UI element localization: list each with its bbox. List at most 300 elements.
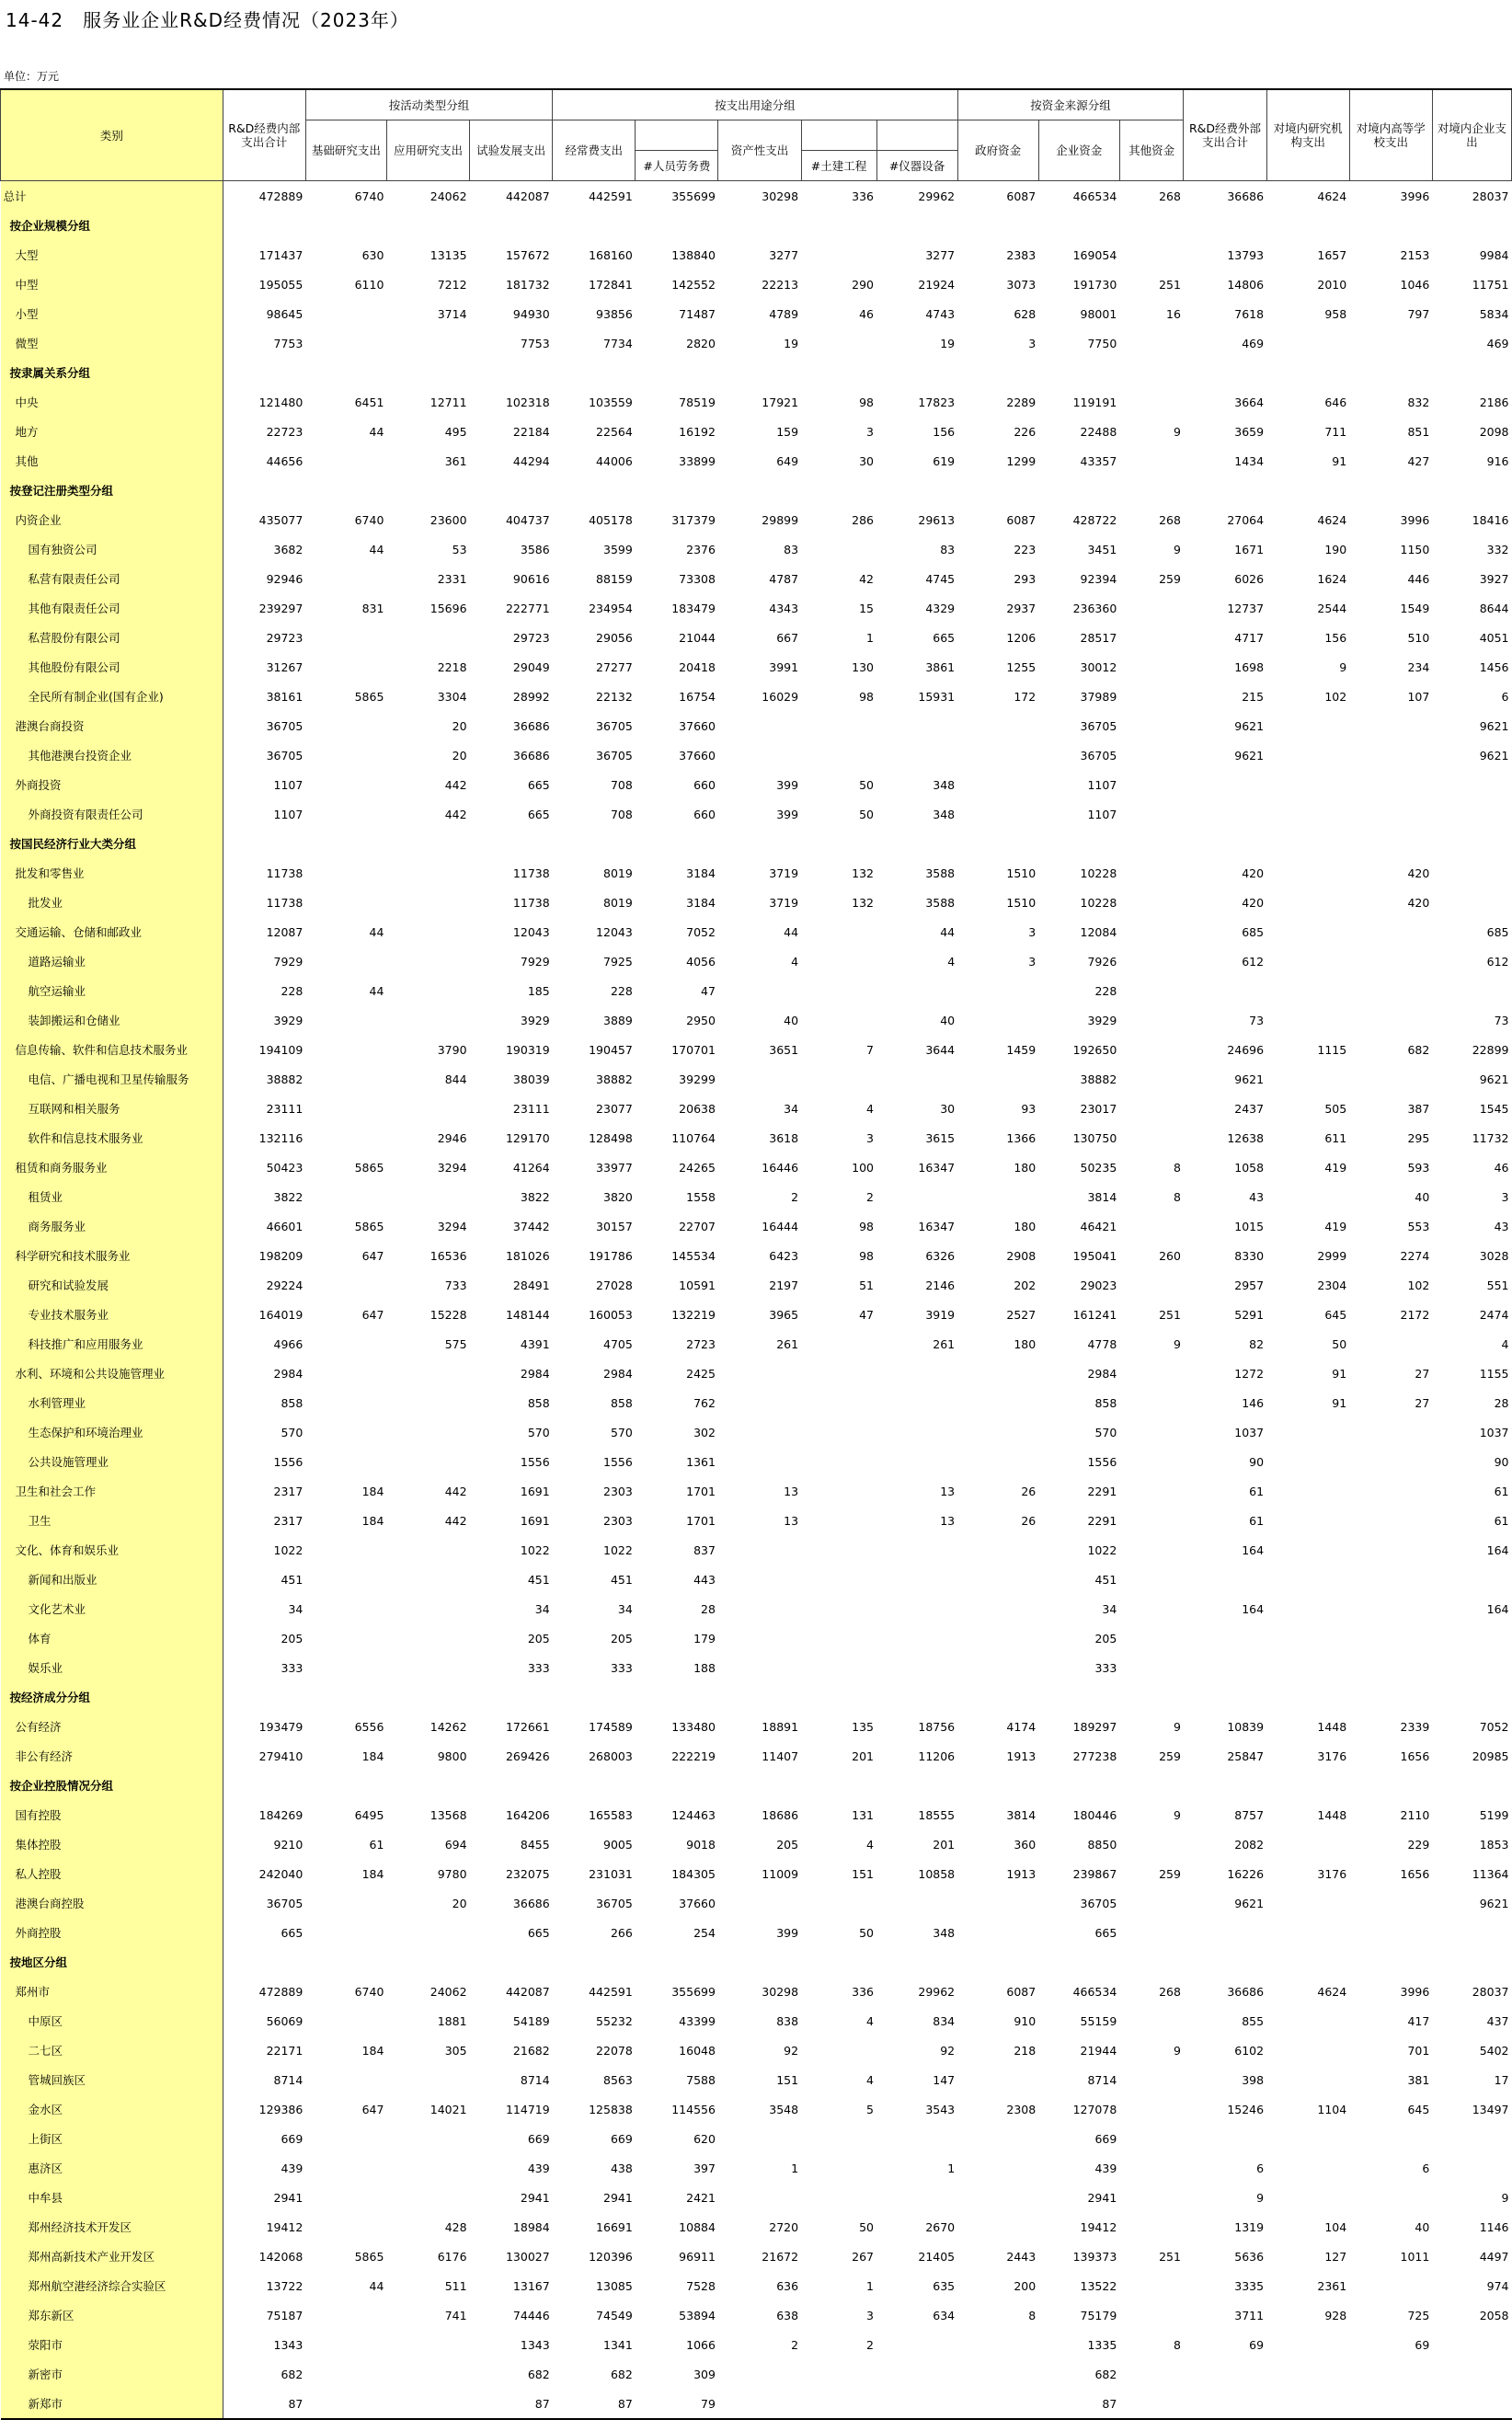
table-cell xyxy=(1432,829,1511,858)
table-cell: 7588 xyxy=(686,2072,716,2087)
row-label: 商务服务业 xyxy=(1,1211,223,1241)
row-label: 科学研究和技术服务业 xyxy=(1,1241,223,1270)
table-cell: 3889 xyxy=(603,1013,633,1027)
table-cell: 1691 xyxy=(520,1513,550,1528)
table-cell xyxy=(801,2389,876,2419)
table-row xyxy=(1,770,1512,799)
table-cell xyxy=(1119,1565,1184,1594)
table-cell: 156 xyxy=(1324,630,1347,645)
row-label: 水利管理业 xyxy=(1,1388,223,1417)
table-cell: 3659 xyxy=(1234,424,1265,439)
table-cell: 858 xyxy=(1094,1395,1117,1410)
row-label: 按隶属关系分组 xyxy=(1,358,223,387)
table-cell: 110764 xyxy=(671,1130,716,1145)
table-cell: 73308 xyxy=(679,571,716,586)
table-cell: 665 xyxy=(933,630,956,645)
row-label: 外商控股 xyxy=(1,1918,223,1947)
table-cell: 29962 xyxy=(918,1984,956,1999)
table-cell xyxy=(957,2183,1038,2212)
table-cell: 437 xyxy=(1486,2013,1509,2028)
table-cell xyxy=(1349,2271,1432,2300)
table-cell: 4717 xyxy=(1234,630,1265,645)
table-cell: 12043 xyxy=(512,924,550,939)
header-group-usage: 按支出用途分组 xyxy=(553,89,957,120)
table-cell xyxy=(957,1535,1038,1565)
table-row xyxy=(1,2183,1512,2212)
table-cell: 16347 xyxy=(918,1160,956,1175)
table-cell xyxy=(1184,2124,1266,2153)
table-cell: 6495 xyxy=(354,1807,384,1822)
table-cell xyxy=(305,623,386,652)
table-cell: 2437 xyxy=(1234,1101,1265,1116)
table-cell: 11732 xyxy=(1472,1130,1509,1145)
table-cell: 6451 xyxy=(354,395,384,409)
table-cell: 762 xyxy=(693,1395,716,1410)
table-cell xyxy=(718,1535,801,1565)
table-cell xyxy=(1119,2271,1184,2300)
table-row xyxy=(1,946,1512,976)
table-cell: 3991 xyxy=(769,659,799,674)
row-label: 按登记注册类型分组 xyxy=(1,476,223,505)
table-cell xyxy=(1119,1064,1184,1094)
table-cell xyxy=(1184,358,1266,387)
table-cell: 336 xyxy=(852,1984,874,1999)
table-cell: 44 xyxy=(940,924,956,939)
table-cell xyxy=(1266,1182,1349,1211)
table-row xyxy=(1,623,1512,652)
table-cell: 34 xyxy=(288,1601,304,1616)
row-label: 租赁业 xyxy=(1,1182,223,1211)
table-cell: 3618 xyxy=(769,1130,799,1145)
table-cell: 3588 xyxy=(925,866,956,880)
header-basic: 基础研究支出 xyxy=(305,120,386,181)
row-label: 私营有限责任公司 xyxy=(1,564,223,593)
table-row xyxy=(1,2212,1512,2242)
table-cell: 635 xyxy=(933,2278,956,2293)
table-cell xyxy=(386,476,469,505)
table-cell: 121480 xyxy=(258,395,304,409)
table-cell xyxy=(305,1623,386,1653)
table-cell: 7528 xyxy=(686,2278,716,2293)
table-row xyxy=(1,2124,1512,2153)
table-cell xyxy=(305,299,386,328)
table-cell: 261 xyxy=(933,1336,956,1351)
table-cell xyxy=(1119,682,1184,711)
table-cell: 2082 xyxy=(1234,1837,1265,1852)
table-cell xyxy=(305,1388,386,1417)
table-cell: 399 xyxy=(776,777,799,792)
table-row xyxy=(1,1829,1512,1859)
table-cell: 11206 xyxy=(918,1749,956,1763)
row-label: 非公有经济 xyxy=(1,1741,223,1771)
table-cell: 2291 xyxy=(1087,1484,1117,1498)
table-cell: 7052 xyxy=(686,924,716,939)
table-cell: 268003 xyxy=(589,1749,633,1763)
table-cell xyxy=(801,1653,876,1682)
table-cell xyxy=(1266,2389,1349,2419)
table-cell: 205 xyxy=(527,1631,550,1646)
table-cell: 6740 xyxy=(354,189,384,203)
table-cell xyxy=(957,1182,1038,1211)
table-cell xyxy=(1432,2359,1511,2389)
table-cell: 131 xyxy=(852,1807,874,1822)
table-cell: 20 xyxy=(452,748,467,763)
table-cell: 38161 xyxy=(266,689,304,704)
table-cell: 90616 xyxy=(512,571,550,586)
table-cell: 159 xyxy=(776,424,799,439)
table-cell: 20418 xyxy=(679,659,716,674)
table-cell: 78519 xyxy=(679,395,716,409)
table-cell: 94930 xyxy=(512,306,550,321)
table-cell xyxy=(801,1417,876,1447)
table-row xyxy=(1,858,1512,888)
table-cell xyxy=(386,1947,469,1977)
table-cell: 23077 xyxy=(596,1101,633,1116)
table-cell: 12087 xyxy=(266,924,304,939)
table-cell xyxy=(1349,358,1432,387)
table-cell: 858 xyxy=(610,1395,633,1410)
table-cell: 442 xyxy=(444,777,467,792)
row-label: 其他港澳台投资企业 xyxy=(1,740,223,770)
table-cell xyxy=(1432,1918,1511,1947)
table-cell: 831 xyxy=(361,601,384,615)
table-row xyxy=(1,1977,1512,2006)
row-label: 其他股份有限公司 xyxy=(1,652,223,682)
table-cell xyxy=(801,946,876,976)
table-cell: 309 xyxy=(693,2367,716,2381)
table-cell: 184 xyxy=(361,1484,384,1498)
table-cell xyxy=(1119,1035,1184,1064)
table-cell: 3919 xyxy=(925,1307,956,1322)
table-cell: 3719 xyxy=(769,866,799,880)
table-cell: 28 xyxy=(1494,1395,1509,1410)
table-cell: 910 xyxy=(1014,2013,1037,2028)
table-cell xyxy=(801,1947,876,1977)
table-cell: 34 xyxy=(784,1101,799,1116)
table-cell: 4743 xyxy=(925,306,956,321)
table-cell xyxy=(553,1947,636,1977)
row-label: 郑州航空港经济综合实验区 xyxy=(1,2271,223,2300)
table-row xyxy=(1,1035,1512,1064)
table-cell: 20 xyxy=(452,718,467,733)
row-label: 按企业规模分组 xyxy=(1,211,223,240)
table-row xyxy=(1,1800,1512,1829)
table-cell: 30157 xyxy=(596,1219,633,1233)
table-cell: 29723 xyxy=(266,630,304,645)
table-cell: 16048 xyxy=(679,2043,716,2058)
table-cell: 3929 xyxy=(1087,1013,1117,1027)
table-cell xyxy=(1266,1535,1349,1565)
table-cell: 37660 xyxy=(679,718,716,733)
table-cell: 268 xyxy=(1159,189,1181,203)
table-cell: 18555 xyxy=(918,1807,956,1822)
table-row xyxy=(1,211,1512,240)
table-cell: 74446 xyxy=(512,2308,550,2322)
row-label: 国有独资公司 xyxy=(1,534,223,564)
table-cell xyxy=(305,1653,386,1682)
table-cell xyxy=(305,946,386,976)
table-cell: 438 xyxy=(610,2161,633,2175)
table-cell: 1 xyxy=(866,2278,874,2293)
table-cell: 30298 xyxy=(762,1984,799,1999)
table-cell: 22488 xyxy=(1080,424,1117,439)
table-cell xyxy=(1266,2035,1349,2065)
table-cell: 19 xyxy=(940,336,956,350)
table-cell xyxy=(801,711,876,740)
table-cell xyxy=(801,1064,876,1094)
table-cell: 37660 xyxy=(679,1896,716,1910)
table-cell xyxy=(636,829,718,858)
table-cell xyxy=(876,2183,957,2212)
table-cell: 8 xyxy=(1174,1189,1181,1204)
header-construction: #土建工程 xyxy=(801,151,876,181)
table-cell xyxy=(636,358,718,387)
table-cell xyxy=(1266,211,1349,240)
table-cell: 6740 xyxy=(354,1984,384,1999)
table-row xyxy=(1,1947,1512,1977)
table-cell: 3294 xyxy=(437,1219,467,1233)
table-cell: 22707 xyxy=(679,1219,716,1233)
row-label: 其他有限责任公司 xyxy=(1,593,223,623)
table-cell: 8714 xyxy=(1087,2072,1117,2087)
table-cell: 16226 xyxy=(1227,1866,1265,1881)
table-cell: 205 xyxy=(281,1631,304,1646)
table-cell xyxy=(1184,1771,1266,1800)
table-cell xyxy=(305,2212,386,2242)
table-cell xyxy=(386,888,469,917)
table-cell xyxy=(1432,799,1511,829)
table-cell: 682 xyxy=(281,2367,304,2381)
table-cell: 15 xyxy=(859,601,874,615)
table-row xyxy=(1,829,1512,858)
table-cell: 1701 xyxy=(686,1484,716,1498)
table-cell: 180 xyxy=(1014,1336,1037,1351)
table-cell xyxy=(718,740,801,770)
table-cell: 20985 xyxy=(1472,1749,1509,1763)
table-cell: 4966 xyxy=(273,1336,304,1351)
table-cell xyxy=(718,1947,801,1977)
table-cell: 1510 xyxy=(1006,866,1037,880)
table-cell: 55232 xyxy=(596,2013,633,2028)
table-cell: 3335 xyxy=(1234,2278,1265,2293)
table-cell xyxy=(1119,1947,1184,1977)
table-cell: 13135 xyxy=(430,247,467,262)
table-cell: 1107 xyxy=(273,807,304,821)
table-cell xyxy=(386,358,469,387)
table-cell xyxy=(1119,623,1184,652)
table-cell: 231031 xyxy=(589,1866,633,1881)
table-cell: 2425 xyxy=(686,1366,716,1381)
table-cell: 3184 xyxy=(686,895,716,910)
table-cell: 510 xyxy=(1407,630,1430,645)
table-cell: 90 xyxy=(1494,1454,1509,1469)
table-cell: 36686 xyxy=(1227,1984,1265,1999)
table-cell: 505 xyxy=(1324,1101,1347,1116)
table-row xyxy=(1,2242,1512,2271)
table-cell xyxy=(718,2124,801,2153)
table-cell: 7 xyxy=(866,1042,874,1057)
table-cell: 442 xyxy=(444,1484,467,1498)
table-cell: 29723 xyxy=(512,630,550,645)
table-cell: 21682 xyxy=(512,2043,550,2058)
table-cell: 22564 xyxy=(596,424,633,439)
table-cell: 91 xyxy=(1332,1366,1347,1381)
table-row xyxy=(1,888,1512,917)
table-cell xyxy=(1266,946,1349,976)
table-cell xyxy=(223,829,305,858)
table-cell: 185 xyxy=(527,983,550,998)
table-cell: 251 xyxy=(1159,2249,1181,2264)
table-cell xyxy=(305,2389,386,2419)
table-cell xyxy=(1119,2006,1184,2035)
table-cell xyxy=(305,1771,386,1800)
table-cell: 40 xyxy=(940,1013,956,1027)
table-cell xyxy=(1119,799,1184,829)
table-cell xyxy=(1432,1947,1511,1977)
table-cell: 36705 xyxy=(596,718,633,733)
table-cell xyxy=(1119,476,1184,505)
table-cell: 83 xyxy=(940,542,956,556)
table-cell xyxy=(1349,1594,1432,1623)
table-cell: 399 xyxy=(776,1925,799,1940)
row-label: 郑东新区 xyxy=(1,2300,223,2330)
table-cell xyxy=(386,1417,469,1447)
table-cell: 1913 xyxy=(1006,1866,1037,1881)
table-row xyxy=(1,652,1512,682)
table-cell: 1037 xyxy=(1479,1425,1509,1439)
table-cell: 107 xyxy=(1407,689,1430,704)
table-cell xyxy=(305,711,386,740)
table-cell xyxy=(1266,1565,1349,1594)
table-cell xyxy=(305,1682,386,1712)
table-cell: 1657 xyxy=(1317,247,1347,262)
row-label: 港澳台商投资 xyxy=(1,711,223,740)
row-label: 大型 xyxy=(1,240,223,269)
table-cell: 7212 xyxy=(437,277,467,292)
table-cell: 1701 xyxy=(686,1513,716,1528)
table-cell: 36705 xyxy=(596,1896,633,1910)
table-cell: 234 xyxy=(1407,659,1430,674)
table-cell: 3 xyxy=(1028,924,1037,939)
table-cell xyxy=(1349,2389,1432,2419)
table-cell xyxy=(1119,711,1184,740)
table-cell: 2153 xyxy=(1400,247,1430,262)
table-cell: 132116 xyxy=(258,1130,304,1145)
table-cell: 1343 xyxy=(273,2337,304,2352)
table-cell: 232075 xyxy=(505,1866,550,1881)
table-cell: 361 xyxy=(444,453,467,468)
table-cell: 3 xyxy=(1501,1189,1509,1204)
table-cell xyxy=(1184,2389,1266,2419)
table-cell xyxy=(305,652,386,682)
table-cell: 205 xyxy=(1094,1631,1117,1646)
table-cell: 1037 xyxy=(1234,1425,1265,1439)
table-cell: 29962 xyxy=(918,189,956,203)
table-row xyxy=(1,976,1512,1005)
table-cell xyxy=(1119,829,1184,858)
table-cell xyxy=(801,2183,876,2212)
table-cell xyxy=(801,1771,876,1800)
table-cell xyxy=(386,976,469,1005)
table-cell: 3929 xyxy=(273,1013,304,1027)
row-label: 内资企业 xyxy=(1,505,223,534)
table-cell: 4497 xyxy=(1479,2249,1509,2264)
table-cell: 44656 xyxy=(266,453,304,468)
table-cell xyxy=(1119,1123,1184,1152)
table-cell: 38882 xyxy=(1080,1072,1117,1086)
table-cell xyxy=(1184,829,1266,858)
table-cell: 14021 xyxy=(430,2102,467,2116)
table-cell: 2941 xyxy=(273,2190,304,2205)
table-cell xyxy=(957,1447,1038,1476)
table-cell xyxy=(957,711,1038,740)
table-cell: 13568 xyxy=(430,1807,467,1822)
header-instrument: #仪器设备 xyxy=(876,151,957,181)
table-cell: 200 xyxy=(1014,2278,1037,2293)
table-cell xyxy=(718,1682,801,1712)
table-row xyxy=(1,328,1512,358)
table-row xyxy=(1,534,1512,564)
table-cell: 928 xyxy=(1324,2308,1347,2322)
table-cell: 1150 xyxy=(1400,542,1430,556)
table-cell xyxy=(305,1064,386,1094)
table-cell: 8019 xyxy=(603,895,633,910)
table-cell: 156 xyxy=(933,424,956,439)
table-cell xyxy=(1266,328,1349,358)
table-cell xyxy=(1432,476,1511,505)
table-cell xyxy=(1119,976,1184,1005)
table-cell: 9 xyxy=(1174,542,1181,556)
table-cell: 91 xyxy=(1332,453,1347,468)
table-cell xyxy=(1349,2124,1432,2153)
table-cell xyxy=(801,1329,876,1359)
table-cell: 46421 xyxy=(1080,1219,1117,1233)
table-row xyxy=(1,682,1512,711)
table-row xyxy=(1,1064,1512,1094)
table-cell: 682 xyxy=(610,2367,633,2381)
table-cell: 98 xyxy=(859,395,874,409)
table-cell: 205 xyxy=(610,1631,633,1646)
table-cell: 87 xyxy=(470,2389,553,2419)
table-cell xyxy=(1119,240,1184,269)
table-cell: 30 xyxy=(859,453,874,468)
table-cell xyxy=(305,2153,386,2183)
table-cell xyxy=(305,2006,386,2035)
table-cell: 172 xyxy=(1014,689,1037,704)
table-row xyxy=(1,1211,1512,1241)
table-cell: 228 xyxy=(281,983,304,998)
table-cell: 381 xyxy=(1407,2072,1430,2087)
table-cell: 6556 xyxy=(354,1719,384,1734)
table-cell xyxy=(1119,1094,1184,1123)
table-cell: 685 xyxy=(1242,924,1265,939)
table-cell xyxy=(386,2124,469,2153)
table-cell xyxy=(1119,1359,1184,1388)
table-cell: 2110 xyxy=(1400,1807,1430,1822)
table-cell: 13522 xyxy=(1080,2278,1117,2293)
table-cell: 191786 xyxy=(589,1248,633,1263)
table-cell: 3184 xyxy=(686,866,716,880)
table-cell xyxy=(801,829,876,858)
table-cell: 164206 xyxy=(505,1807,550,1822)
table-row xyxy=(1,740,1512,770)
table-cell: 24265 xyxy=(679,1160,716,1175)
table-cell: 797 xyxy=(1407,306,1430,321)
table-cell: 575 xyxy=(444,1336,467,1351)
row-label: 按经济成分分组 xyxy=(1,1682,223,1712)
table-cell xyxy=(801,240,876,269)
table-cell xyxy=(386,829,469,858)
